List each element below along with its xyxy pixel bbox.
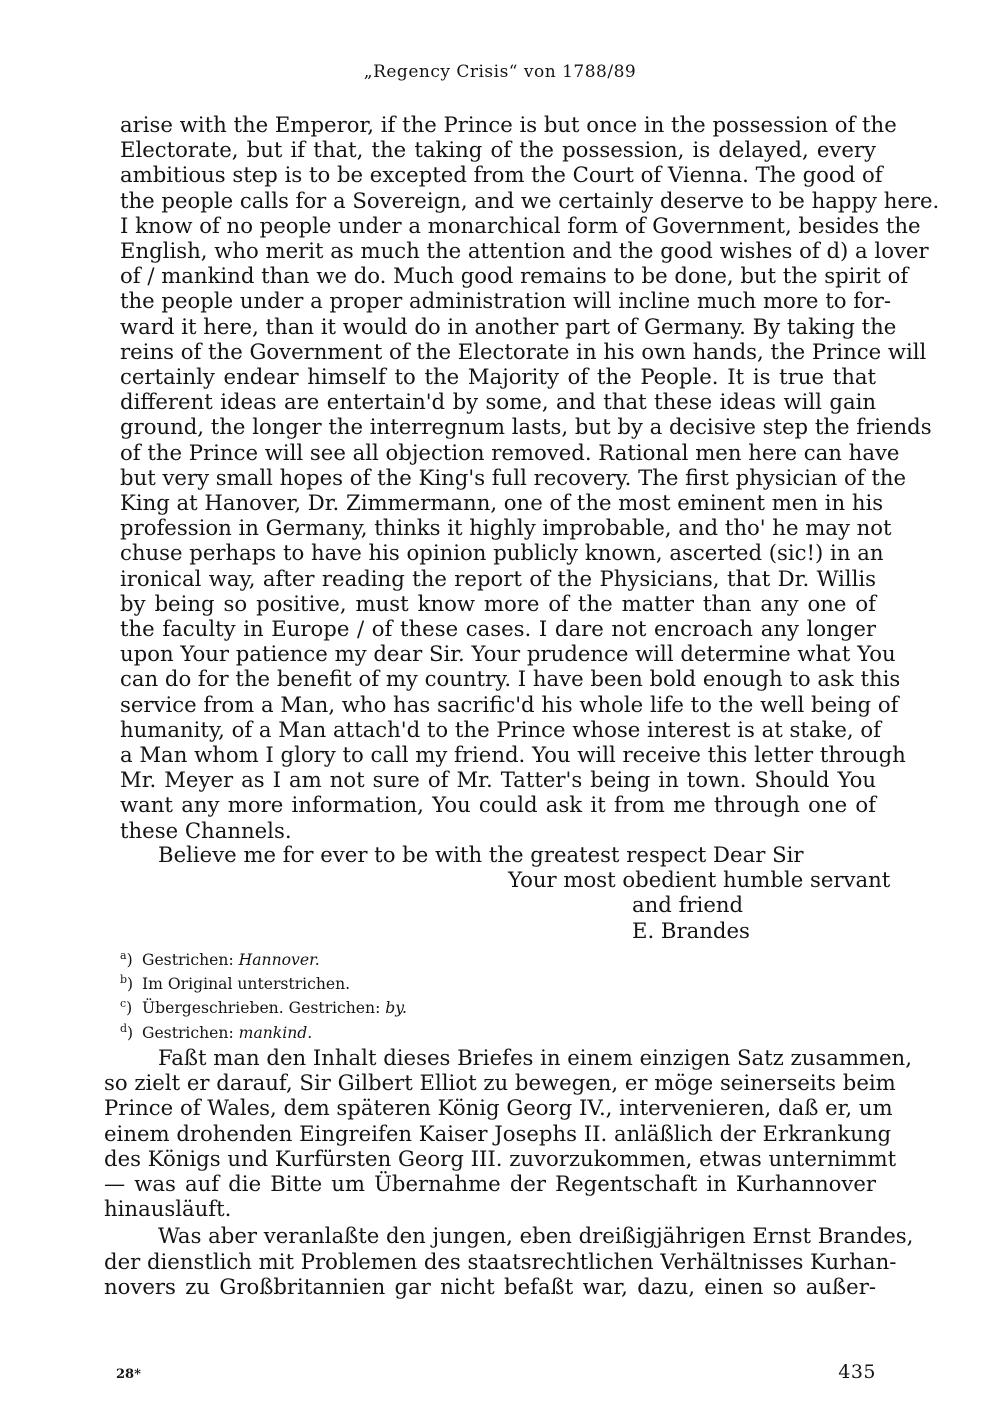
body-line: Was aber veranlaßte den jungen, eben dreißigjährigen Ernst Brandes, (158, 1223, 914, 1249)
body-line: Faßt man den Inhalt dieses Briefes in einem einzigen Satz zusammen, (158, 1045, 912, 1070)
body-line: so zielt er darauf, Sir Gilbert Elliot zu bewegen, er möge seinerseits beim (104, 1070, 896, 1096)
body-text (104, 1045, 914, 1299)
footnote (120, 1019, 876, 1043)
body-line: — was auf die Bitte um Übernahme der Regentschaft in Kurhannover (104, 1171, 876, 1197)
letter-line: humanity, of a Man attach'd to the Prince whose interest is at stake, of (120, 716, 881, 742)
letter-line: but very small hopes of the King's full recovery. The first physician of the (120, 464, 907, 490)
letter-line: King at Hanover, Dr. Zimmermann, one of the most eminent men in his (120, 490, 884, 516)
footnote-text: Gestrichen: (142, 951, 239, 970)
letter-line: ironical way, after reading the report of the Physicians, that Dr. Willis (120, 565, 876, 591)
letter-line: chuse perhaps to have his opinion publicly known, ascerted (sic!) in an (120, 540, 884, 566)
footnote-mark: $^a$) (120, 949, 133, 970)
footnote-mark: $^b$) (120, 973, 134, 994)
letter-line: Electorate, but if that, the taking of the possession, is delayed, every (120, 137, 876, 163)
letter-line: arise with the Emperor, if the Prince is but once in the possession of the (120, 112, 897, 137)
footnote-mark: $^d$) (120, 1021, 134, 1042)
letter-line: English, who merit as much the attention and the good wishes of d) a lover (120, 238, 929, 264)
body-paragraph (104, 1223, 914, 1299)
letter-line: the people calls for a Sovereign, and we certainly deserve to be happy here. (120, 187, 940, 213)
letter-line: the faculty in Europe / of these cases. I dare not encroach any longer (120, 616, 876, 642)
letter-line: ambitious step is to be excepted from the Court of Vienna. The good of (120, 162, 883, 188)
letter-line: of / mankind than we do. Much good remains to be done, but the spirit of (120, 263, 909, 289)
letter-line: service from a Man, who has sacrific'd his whole life to the well being of (120, 691, 899, 717)
signature-name: E. Brandes (632, 917, 750, 943)
footnote-italic: by. (385, 999, 407, 1018)
letter-line: these Channels. (120, 817, 292, 843)
closing-line: and friend (632, 892, 744, 918)
letter-line: different ideas are entertain'd by some, and that these ideas will gain (120, 389, 876, 415)
letter-line: a Man whom I glory to call my friend. You will receive this letter through (120, 742, 906, 768)
letter-line: the people under a proper administration will incline much more to for- (120, 288, 892, 314)
body-line: Prince of Wales, dem späteren König Georg IV., intervenieren, daß er, um (104, 1095, 893, 1121)
letter-line: want any more information, You could ask it from me through one of (120, 792, 876, 818)
running-head: „Regency Crisis“ von 1788/89 (363, 62, 637, 82)
letter-line: by being so positive, must know more of the matter than any one of (120, 590, 876, 616)
footnote-text: Übergeschrieben. Gestrichen: (142, 999, 386, 1018)
footnote-mark: $^c$) (120, 997, 133, 1018)
body-line: hinausläuft. (104, 1196, 232, 1222)
footnote (120, 970, 876, 994)
body-line: einem drohenden Eingreifen Kaiser Josephs II. anläßlich der Erkrankung (104, 1120, 892, 1146)
letter-line: Mr. Meyer as I am not sure of Mr. Tatter's being in town. Should You (120, 767, 876, 793)
footnote-text: Im Original unterstrichen. (142, 975, 351, 994)
letter-line: upon Your patience my dear Sir. Your prudence will determine what You (120, 641, 896, 667)
letter-line: certainly endear himself to the Majority of the People. It is true that (120, 364, 876, 390)
closing-line: Your most obedient humble servant (508, 867, 891, 893)
letter-text (120, 112, 940, 843)
letter-line: can do for the benefit of my country. I have been bold enough to ask this (120, 666, 901, 692)
footnote-italic: Hannover. (238, 951, 320, 970)
footnote-italic: mankind. (238, 1023, 313, 1042)
letter-line: reins of the Government of the Electorate in his own hands, the Prince will (120, 338, 927, 364)
letter-line: of the Prince will see all objection removed. Rational men here can have (120, 439, 900, 465)
letter-line: profession in Germany, thinks it highly improbable, and tho' he may not (120, 515, 892, 541)
body-paragraph (104, 1045, 912, 1222)
body-line: der dienstlich mit Problemen des staatsrechtlichen Verhältnisses Kurhan- (104, 1248, 897, 1274)
footnotes (120, 946, 876, 1043)
footnote-text: Gestrichen: (142, 1023, 239, 1042)
body-line: novers zu Großbritannien gar nicht befaßt war, dazu, einen so außer- (104, 1273, 876, 1299)
letter-line: I know of no people under a monarchical form of Government, besides the (120, 212, 921, 238)
signature-mark: 28* (116, 1367, 141, 1382)
footnote (120, 946, 876, 970)
letter-line: ground, the longer the interregnum lasts, but by a decisive step the friends (120, 414, 932, 440)
body-line: des Königs und Kurfürsten Georg III. zuvorzukommen, etwas unternimmt (104, 1145, 897, 1171)
letter-closing (120, 842, 891, 943)
letter-line: ward it here, than it would do in another part of Germany. By taking the (120, 313, 897, 339)
closing-line: Believe me for ever to be with the greatest respect Dear Sir (158, 842, 804, 867)
footnote (120, 994, 876, 1018)
page-number: 435 (838, 1361, 876, 1383)
